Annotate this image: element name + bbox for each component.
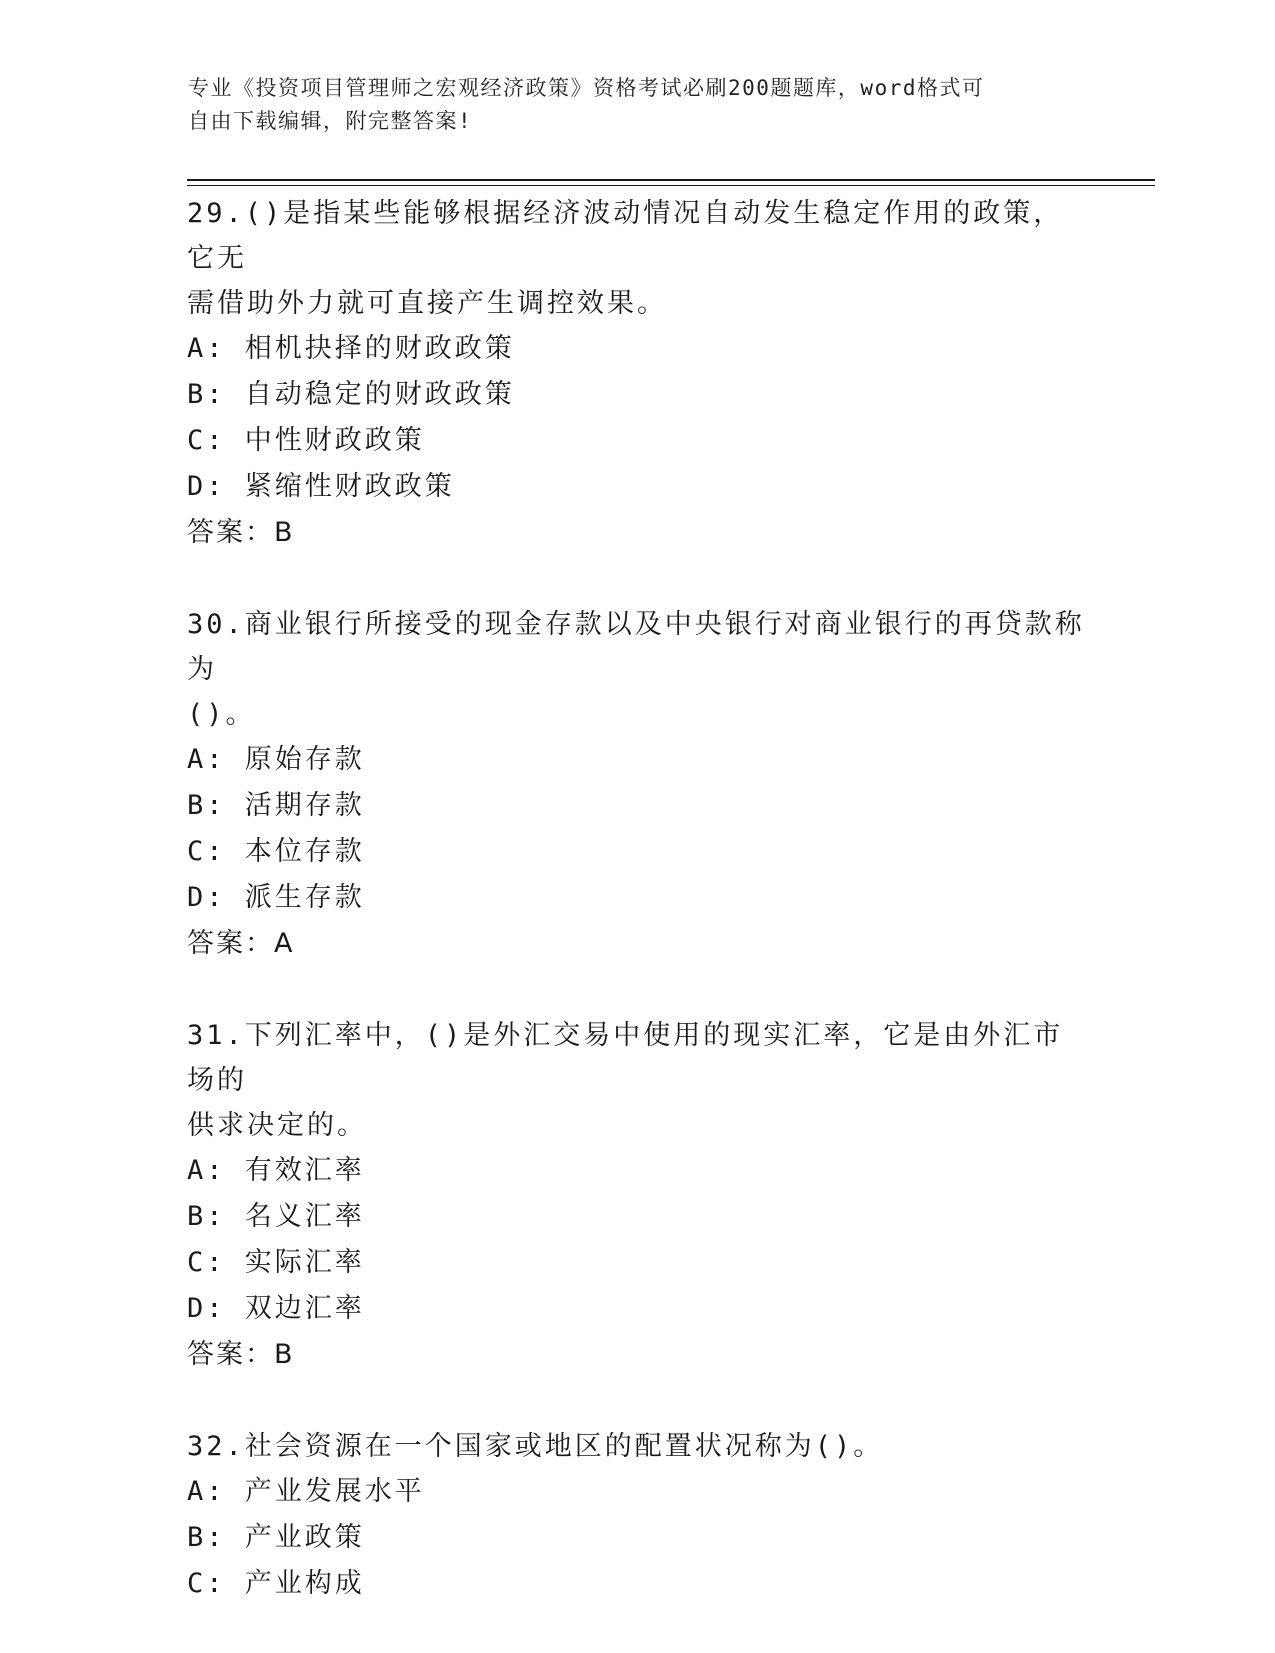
option-b: B: 产业政策 xyxy=(187,1522,365,1553)
header-divider-thin xyxy=(187,185,1155,186)
question-32 xyxy=(187,1424,1087,1607)
option-b: B: 活期存款 xyxy=(187,790,365,821)
stem-line: 30.商业银行所接受的现金存款以及中央银行对商业银行的再贷款称为 xyxy=(187,609,1085,685)
stem-line: 供求决定的。 xyxy=(187,1110,367,1141)
option-d: D: 紧缩性财政政策 xyxy=(187,471,455,502)
header-line-2: 自由下载编辑，附完整答案! xyxy=(188,109,473,133)
answer-line: 答案：A xyxy=(187,928,295,959)
option-b: B: 自动稳定的财政政策 xyxy=(187,379,515,410)
answer-line: 答案：B xyxy=(187,1339,295,1370)
question-31 xyxy=(187,1013,1087,1378)
question-stem xyxy=(187,1424,1087,1469)
option-a: A: 原始存款 xyxy=(187,744,365,775)
option-c: C: 产业构成 xyxy=(187,1568,365,1599)
answer-line: 答案：B xyxy=(187,517,295,548)
header-divider-thick xyxy=(187,179,1155,181)
option-c: C: 中性财政政策 xyxy=(187,425,425,456)
question-list xyxy=(187,191,1087,1653)
question-30 xyxy=(187,602,1087,967)
option-a: A: 有效汇率 xyxy=(187,1155,365,1186)
question-stem xyxy=(187,602,1087,737)
stem-line: ()。 xyxy=(187,699,256,730)
question-stem xyxy=(187,191,1087,326)
option-c: C: 本位存款 xyxy=(187,836,365,867)
header-line-1: 专业《投资项目管理师之宏观经济政策》资格考试必刷200题题库，word格式可 xyxy=(188,76,985,100)
document-header xyxy=(188,72,1088,138)
stem-line: 29.()是指某些能够根据经济波动情况自动发生稳定作用的政策，它无 xyxy=(187,198,1064,274)
stem-line: 需借助外力就可直接产生调控效果。 xyxy=(187,288,667,319)
option-d: D: 双边汇率 xyxy=(187,1293,365,1324)
question-stem xyxy=(187,1013,1087,1148)
question-29 xyxy=(187,191,1087,556)
stem-line: 31.下列汇率中，()是外汇交易中使用的现实汇率，它是由外汇市场的 xyxy=(187,1020,1064,1096)
option-a: A: 相机抉择的财政政策 xyxy=(187,333,515,364)
stem-line: 32.社会资源在一个国家或地区的配置状况称为()。 xyxy=(187,1431,884,1462)
option-d: D: 派生存款 xyxy=(187,882,365,913)
option-b: B: 名义汇率 xyxy=(187,1201,365,1232)
option-a: A: 产业发展水平 xyxy=(187,1476,425,1507)
option-c: C: 实际汇率 xyxy=(187,1247,365,1278)
